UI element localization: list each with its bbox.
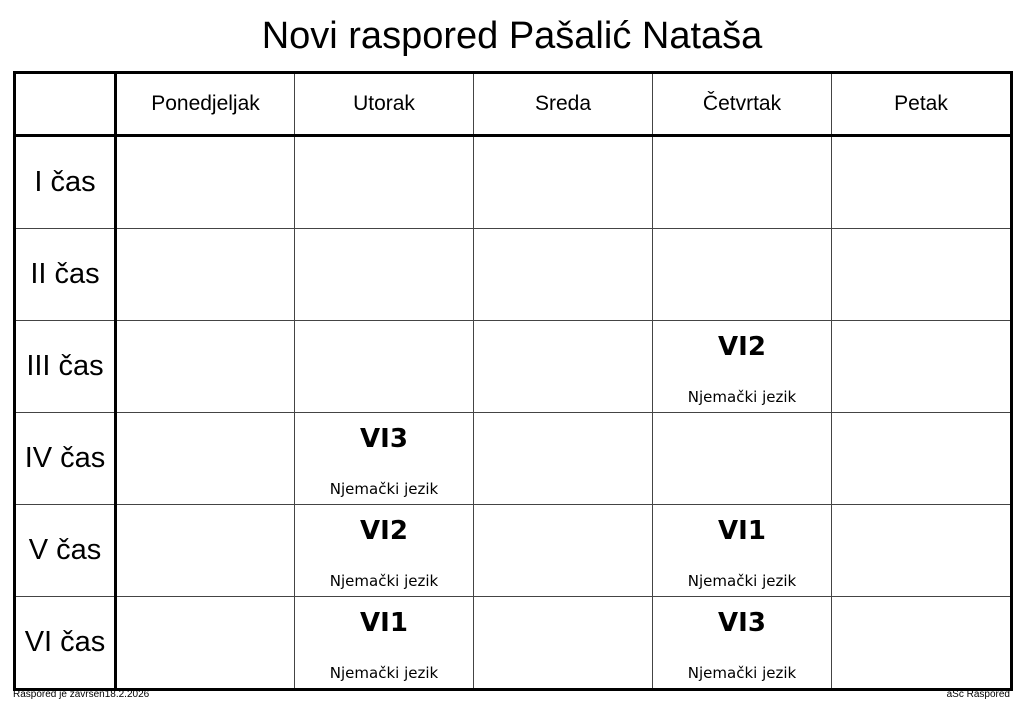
corner-cell bbox=[15, 73, 116, 136]
lesson-cell bbox=[653, 597, 832, 690]
timetable-cell bbox=[832, 413, 1012, 505]
period-row bbox=[15, 413, 1012, 505]
timetable-cell bbox=[474, 413, 653, 505]
day-header: Petak bbox=[832, 73, 1012, 136]
timetable-cell bbox=[295, 136, 474, 229]
footer-brand: aSc Raspored bbox=[946, 689, 1010, 700]
lesson bbox=[653, 600, 831, 686]
lesson-subject: Njemački jezik bbox=[687, 571, 797, 590]
timetable-cell bbox=[653, 136, 832, 229]
timetable-cell bbox=[116, 597, 295, 690]
timetable-cell bbox=[295, 321, 474, 413]
lesson bbox=[295, 416, 473, 502]
timetable-cell bbox=[832, 505, 1012, 597]
timetable-cell bbox=[474, 505, 653, 597]
lesson-subject: Njemački jezik bbox=[687, 663, 797, 682]
lesson-cell bbox=[295, 505, 474, 597]
timetable-cell bbox=[832, 136, 1012, 229]
lesson-cell bbox=[653, 505, 832, 597]
timetable bbox=[13, 71, 1013, 691]
footer-completed-note: Raspored je završen18.2.2026 bbox=[13, 689, 150, 700]
lesson-class: VI1 bbox=[360, 607, 408, 638]
lesson-subject: Njemački jezik bbox=[329, 571, 439, 590]
timetable-cell bbox=[116, 229, 295, 321]
lesson bbox=[653, 508, 831, 594]
timetable-cell bbox=[474, 321, 653, 413]
lesson bbox=[653, 324, 831, 410]
timetable-cell bbox=[474, 597, 653, 690]
day-header: Četvrtak bbox=[653, 73, 832, 136]
timetable-cell bbox=[474, 229, 653, 321]
timetable-cell bbox=[116, 136, 295, 229]
lesson-class: VI3 bbox=[718, 607, 766, 638]
lesson-cell bbox=[653, 321, 832, 413]
lesson-class: VI3 bbox=[360, 423, 408, 454]
period-row bbox=[15, 597, 1012, 690]
period-label: I čas bbox=[15, 136, 116, 229]
lesson-subject: Njemački jezik bbox=[687, 387, 797, 406]
day-header: Sreda bbox=[474, 73, 653, 136]
period-row bbox=[15, 229, 1012, 321]
timetable-cell bbox=[295, 229, 474, 321]
lesson bbox=[295, 600, 473, 686]
period-row bbox=[15, 321, 1012, 413]
timetable-cell bbox=[653, 413, 832, 505]
lesson-class: VI2 bbox=[360, 515, 408, 546]
lesson-cell bbox=[295, 597, 474, 690]
timetable-cell bbox=[832, 597, 1012, 690]
lesson-subject: Njemački jezik bbox=[329, 479, 439, 498]
day-header: Utorak bbox=[295, 73, 474, 136]
period-label: V čas bbox=[15, 505, 116, 597]
timetable-cell bbox=[653, 229, 832, 321]
period-row bbox=[15, 136, 1012, 229]
day-header-row bbox=[15, 73, 1012, 136]
timetable-cell bbox=[116, 413, 295, 505]
period-label: II čas bbox=[15, 229, 116, 321]
period-label: III čas bbox=[15, 321, 116, 413]
period-row bbox=[15, 505, 1012, 597]
period-label: IV čas bbox=[15, 413, 116, 505]
lesson-cell bbox=[295, 413, 474, 505]
timetable-cell bbox=[116, 321, 295, 413]
lesson-class: VI2 bbox=[718, 331, 766, 362]
timetable-cell bbox=[832, 321, 1012, 413]
timetable-cell bbox=[832, 229, 1012, 321]
day-header: Ponedjeljak bbox=[116, 73, 295, 136]
lesson-subject: Njemački jezik bbox=[329, 663, 439, 682]
period-label: VI čas bbox=[15, 597, 116, 690]
lesson-class: VI1 bbox=[718, 515, 766, 546]
lesson bbox=[295, 508, 473, 594]
page-title: Novi raspored Pašalić Nataša bbox=[261, 15, 763, 57]
timetable-cell bbox=[474, 136, 653, 229]
timetable-cell bbox=[116, 505, 295, 597]
